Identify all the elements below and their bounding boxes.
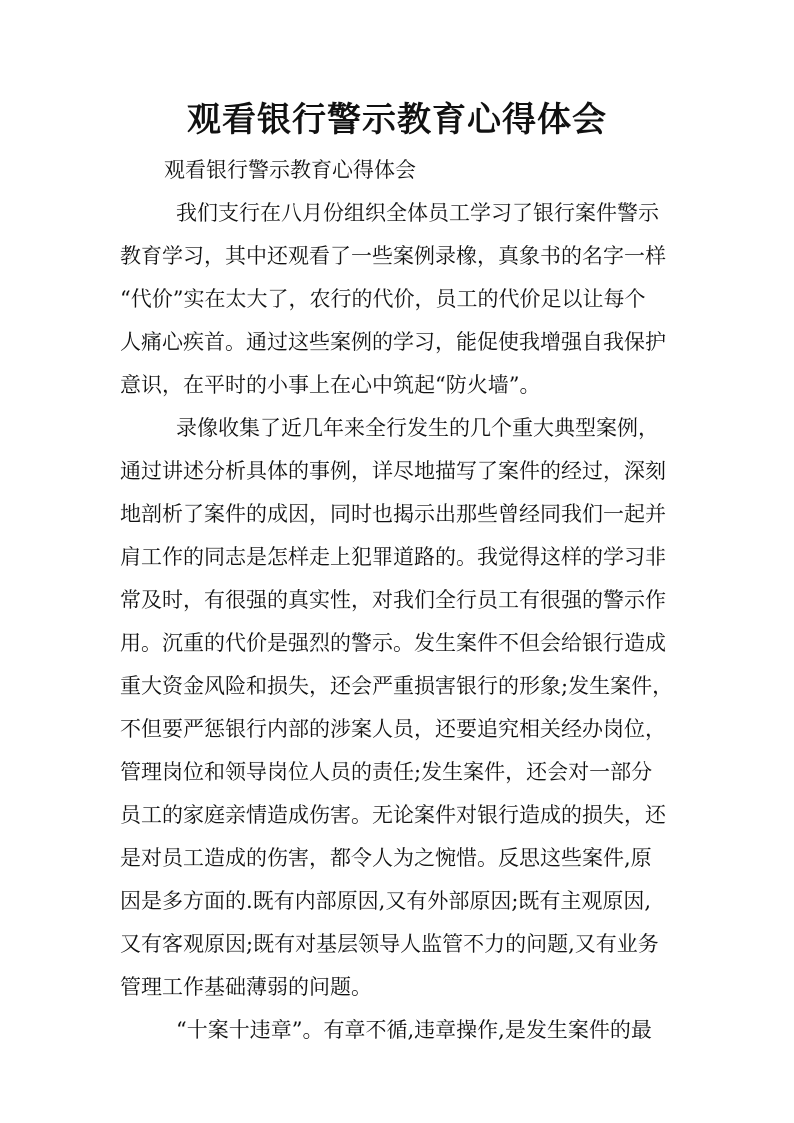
- body-line: 员工的家庭亲情造成伤害。无论案件对银行造成的损失，还: [120, 803, 666, 827]
- body-line: 通过讲述分析具体的事例，详尽地描写了案件的经过，深刻: [120, 459, 666, 483]
- body-line: 肩工作的同志是怎样走上犯罪道路的。我觉得这样的学习非: [120, 545, 666, 569]
- body-line: 我们支行在八月份组织全体员工学习了银行案件警示: [176, 201, 659, 225]
- body-line: 人痛心疾首。通过这些案例的学习，能促使我增强自我保护: [120, 330, 666, 354]
- body-line: 是对员工造成的伤害，都令人为之惋惜。反思这些案件,原: [120, 846, 652, 870]
- body-line: 因是多方面的.既有内部原因,又有外部原因;既有主观原因,: [120, 889, 652, 913]
- body-line: 意识，在平时的小事上在心中筑起“防火墙”。: [120, 373, 541, 397]
- document-title: 观看银行警示教育心得体会: [187, 100, 607, 140]
- body-line: 管理工作基础薄弱的问题。: [120, 975, 372, 999]
- document-subtitle: 观看银行警示教育心得体会: [164, 158, 416, 182]
- body-line: “代价”实在太大了，农行的代价，员工的代价足以让每个: [120, 287, 646, 311]
- body-line: “十案十违章”。有章不循,违章操作,是发生案件的最: [176, 1018, 652, 1042]
- body-line: 教育学习，其中还观看了一些案例录橡，真象书的名字一样: [120, 244, 666, 268]
- body-line: 不但要严惩银行内部的涉案人员，还要追究相关经办岗位，: [120, 717, 666, 741]
- body-line: 录像收集了近几年来全行发生的几个重大典型案例，: [176, 416, 659, 440]
- body-line: 用。沉重的代价是强烈的警示。发生案件不但会给银行造成: [120, 631, 666, 655]
- body-line: 重大资金风险和损失，还会严重损害银行的形象;发生案件，: [120, 674, 674, 698]
- body-line: 常及时，有很强的真实性，对我们全行员工有很强的警示作: [120, 588, 666, 612]
- body-line: 又有客观原因;既有对基层领导人监管不力的问题,又有业务: [120, 932, 659, 956]
- body-line: 管理岗位和领导岗位人员的责任;发生案件，还会对一部分: [120, 760, 653, 784]
- body-line: 地剖析了案件的成因，同时也揭示出那些曾经同我们一起并: [120, 502, 666, 526]
